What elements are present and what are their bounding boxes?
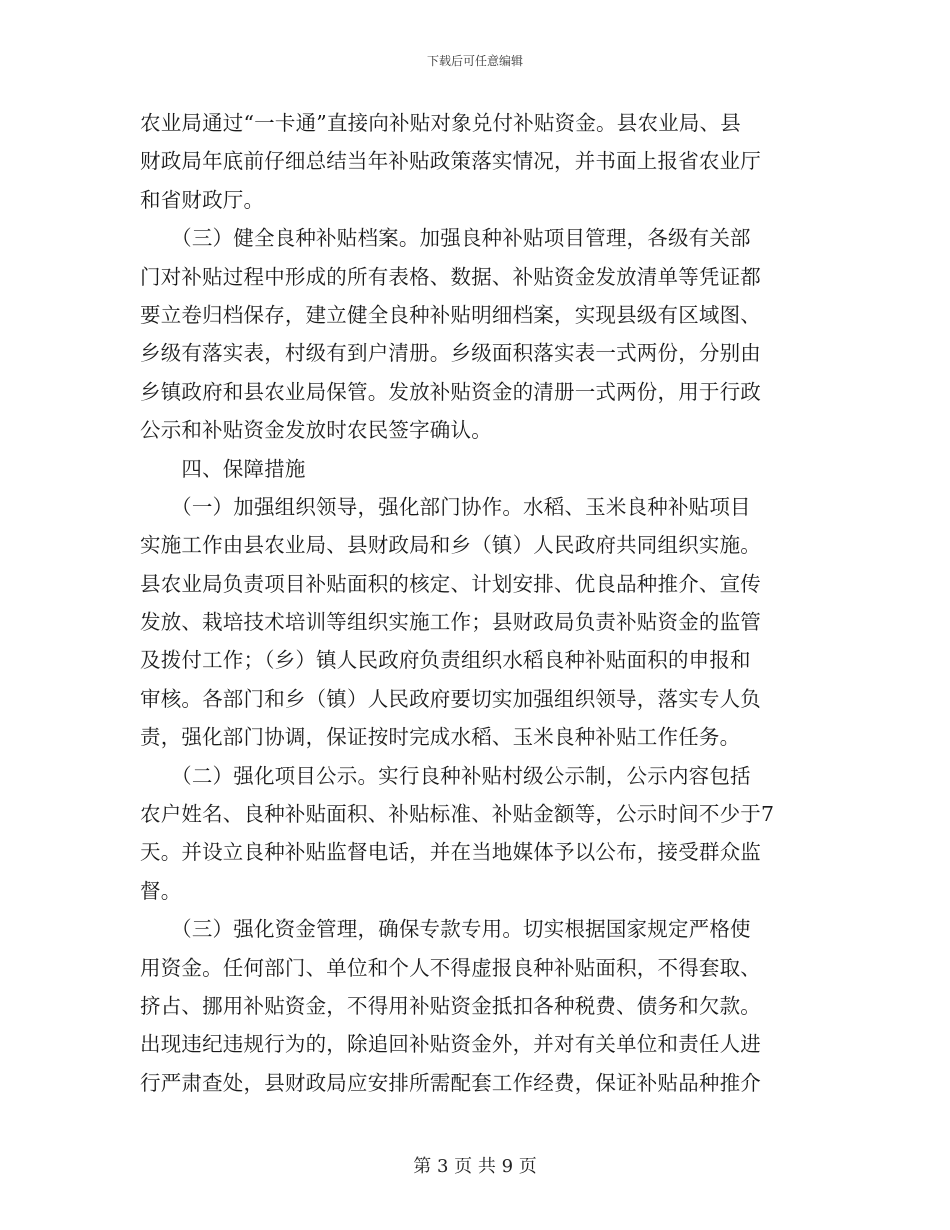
text-line: 公示和补贴资金发放时农民签字确认。 xyxy=(140,418,492,443)
text-line: 农户姓名、良种补贴面积、补贴标准、补贴金额等，公示时间不少于7 xyxy=(140,802,775,827)
text-line: 农业局通过“一卡通”直接向补贴对象兑付补贴资金。县农业局、县 xyxy=(140,111,741,135)
text-line: 门对补贴过程中形成的所有表格、数据、补贴资金发放清单等凭证都 xyxy=(140,264,761,289)
text-line: 及拨付工作；（乡）镇人民政府负责组织水稻良种补贴面积的申报和 xyxy=(140,648,751,673)
text-line: （三）强化资金管理，确保专款专用。切实根据国家规定严格使 xyxy=(140,917,751,942)
document-body xyxy=(140,104,812,1102)
text-line: 乡镇政府和县农业局保管。发放补贴资金的清册一式两份，用于行政 xyxy=(140,379,761,404)
page-header: 下载后可任意编辑 xyxy=(426,54,523,68)
text-line: 发放、栽培技术培训等组织实施工作；县财政局负责补贴资金的监管 xyxy=(140,610,761,635)
text-line: 财政局年底前仔细总结当年补贴政策落实情况，并书面上报省农业厅 xyxy=(140,149,761,174)
text-line: 和省财政厅。 xyxy=(140,187,265,212)
section-heading: 四、保障措施 xyxy=(140,456,306,481)
text-line: （三）健全良种补贴档案。加强良种补贴项目管理，各级有关部 xyxy=(140,226,751,251)
text-line: 要立卷归档保存，建立健全良种补贴明细档案，实现县级有区域图、 xyxy=(140,302,761,327)
text-line: 县农业局负责项目补贴面积的核定、计划安排、优良品种推介、宣传 xyxy=(140,571,761,596)
text-line: 责，强化部门协调，保证按时完成水稻、玉米良种补贴工作任务。 xyxy=(140,725,741,750)
text-line: 审核。各部门和乡（镇）人民政府要切实加强组织领导，落实专人负 xyxy=(140,686,761,711)
text-line: 天。并设立良种补贴监督电话，并在当地媒体予以公布，接受群众监 xyxy=(140,840,761,865)
text-line: 用资金。任何部门、单位和个人不得虚报良种补贴面积，不得套取、 xyxy=(140,955,761,980)
text-line: 行严肃查处，县财政局应安排所需配套工作经费，保证补贴品种推介 xyxy=(140,1070,761,1095)
text-line: 乡级有落实表，村级有到户清册。乡级面积落实表一式两份，分别由 xyxy=(140,341,761,366)
text-line: （一）加强组织领导，强化部门协作。水稻、玉米良种补贴项目 xyxy=(140,494,751,519)
text-line: （二）强化项目公示。实行良种补贴村级公示制，公示内容包括 xyxy=(140,763,751,788)
text-line: 实施工作由县农业局、县财政局和乡（镇）人民政府共同组织实施。 xyxy=(140,533,761,558)
text-line: 出现违纪违规行为的，除追回补贴资金外，并对有关单位和责任人进 xyxy=(140,1032,761,1057)
page-footer: 第 3 页 共 9 页 xyxy=(413,1156,537,1177)
text-line: 挤占、挪用补贴资金，不得用补贴资金抵扣各种税费、债务和欠款。 xyxy=(140,993,761,1018)
text-line: 督。 xyxy=(140,878,182,903)
